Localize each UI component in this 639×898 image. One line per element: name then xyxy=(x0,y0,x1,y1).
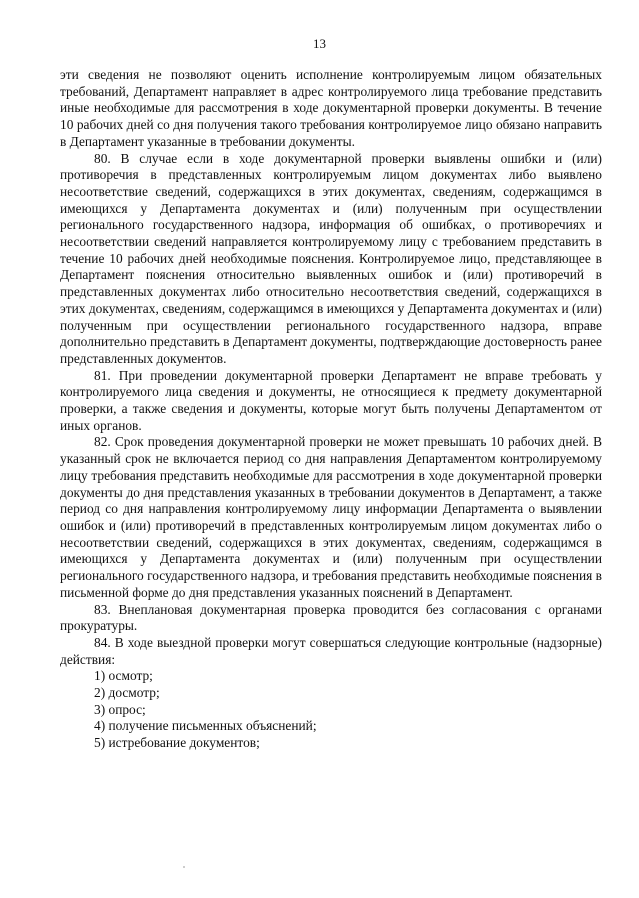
paragraph-82: 82. Срок проведения документарной проверки не может превышать 10 рабочих дней. В указанный срок не включается период со дня направления Департаментом контролируемому лицу требования представить необходимые для рассмотрения в ходе документарной проверки документы до дня представления указанных в требовании документов в Департамент, а также период со дня направления контролируемому лицу информации Департамента о выявлении ошибок и (или) противоречий в представленных контролируемым лицом документах либо о несоответствии сведений, содержащихся в этих документах, сведениям, содержащимся в имеющихся у Департамента документах и (или) полученным при осуществлении регионального государственного надзора, и требования представить необходимые пояснения в письменной форме до дня представления указанных пояснений в Департамент. xyxy=(60,434,602,600)
page-number: 13 xyxy=(313,36,326,51)
paragraph-84: 84. В ходе выездной проверки могут совершаться следующие контрольные (надзорные) действия: xyxy=(60,634,602,667)
document-body xyxy=(60,67,602,752)
paragraph-81: 81. При проведении документарной проверки Департамент не вправе требовать у контролируемого лица сведения и документы, не относящиеся к предмету документарной проверки, а также сведения и документы, которые могут быть получены Департаментом от иных органов. xyxy=(60,367,602,433)
scan-speck xyxy=(183,866,185,868)
list-item-document-request: 5) истребование документов; xyxy=(94,735,260,751)
list-item-inspection: 1) осмотр; xyxy=(94,668,153,684)
paragraph-80: 80. В случае если в ходе документарной проверки выявлены ошибки и (или) противоречия в представленных контролируемым лицом документах либо выявлено несоответствие сведений, содержащихся в этих документах, сведениям, содержащимся в имеющихся у Департамента документах и (или) полученным при осуществлении регионального государственного надзора, информация об ошибках, о противоречиях и несоответствии сведений направляется контролируемому лицу с требованием представить в течение 10 рабочих дней необходимые пояснения. Контролируемое лицо, представляющее в Департамент пояснения относительно выявленных ошибок и (или) противоречий в представленных документах либо относительно несоответствия сведений, содержащихся в этих документах, сведениям, содержащимся в имеющихся у Департамента документах и (или) полученным при осуществлении регионального государственного надзора, вправе дополнительно представить в Департамент документы, подтверждающие достоверность ранее представленных документов. xyxy=(60,150,602,366)
list-item-search: 2) досмотр; xyxy=(94,685,160,701)
list-item-written-explanations: 4) получение письменных объяснений; xyxy=(94,718,317,734)
paragraph-83: 83. Внеплановая документарная проверка проводится без согласования с органами прокуратуры. xyxy=(60,601,602,634)
list-item-interview: 3) опрос; xyxy=(94,701,146,717)
paragraph-continuation: эти сведения не позволяют оценить исполнение контролируемым лицом обязательных требований, Департамент направляет в адрес контролируемого лица требование представить иные необходимые для рассмотрения в ходе документарной проверки документы. В течение 10 рабочих дней со дня получения такого требования контролируемое лицо обязано направить в Департамент указанные в требовании документы. xyxy=(60,67,602,149)
control-actions-list xyxy=(60,668,602,752)
